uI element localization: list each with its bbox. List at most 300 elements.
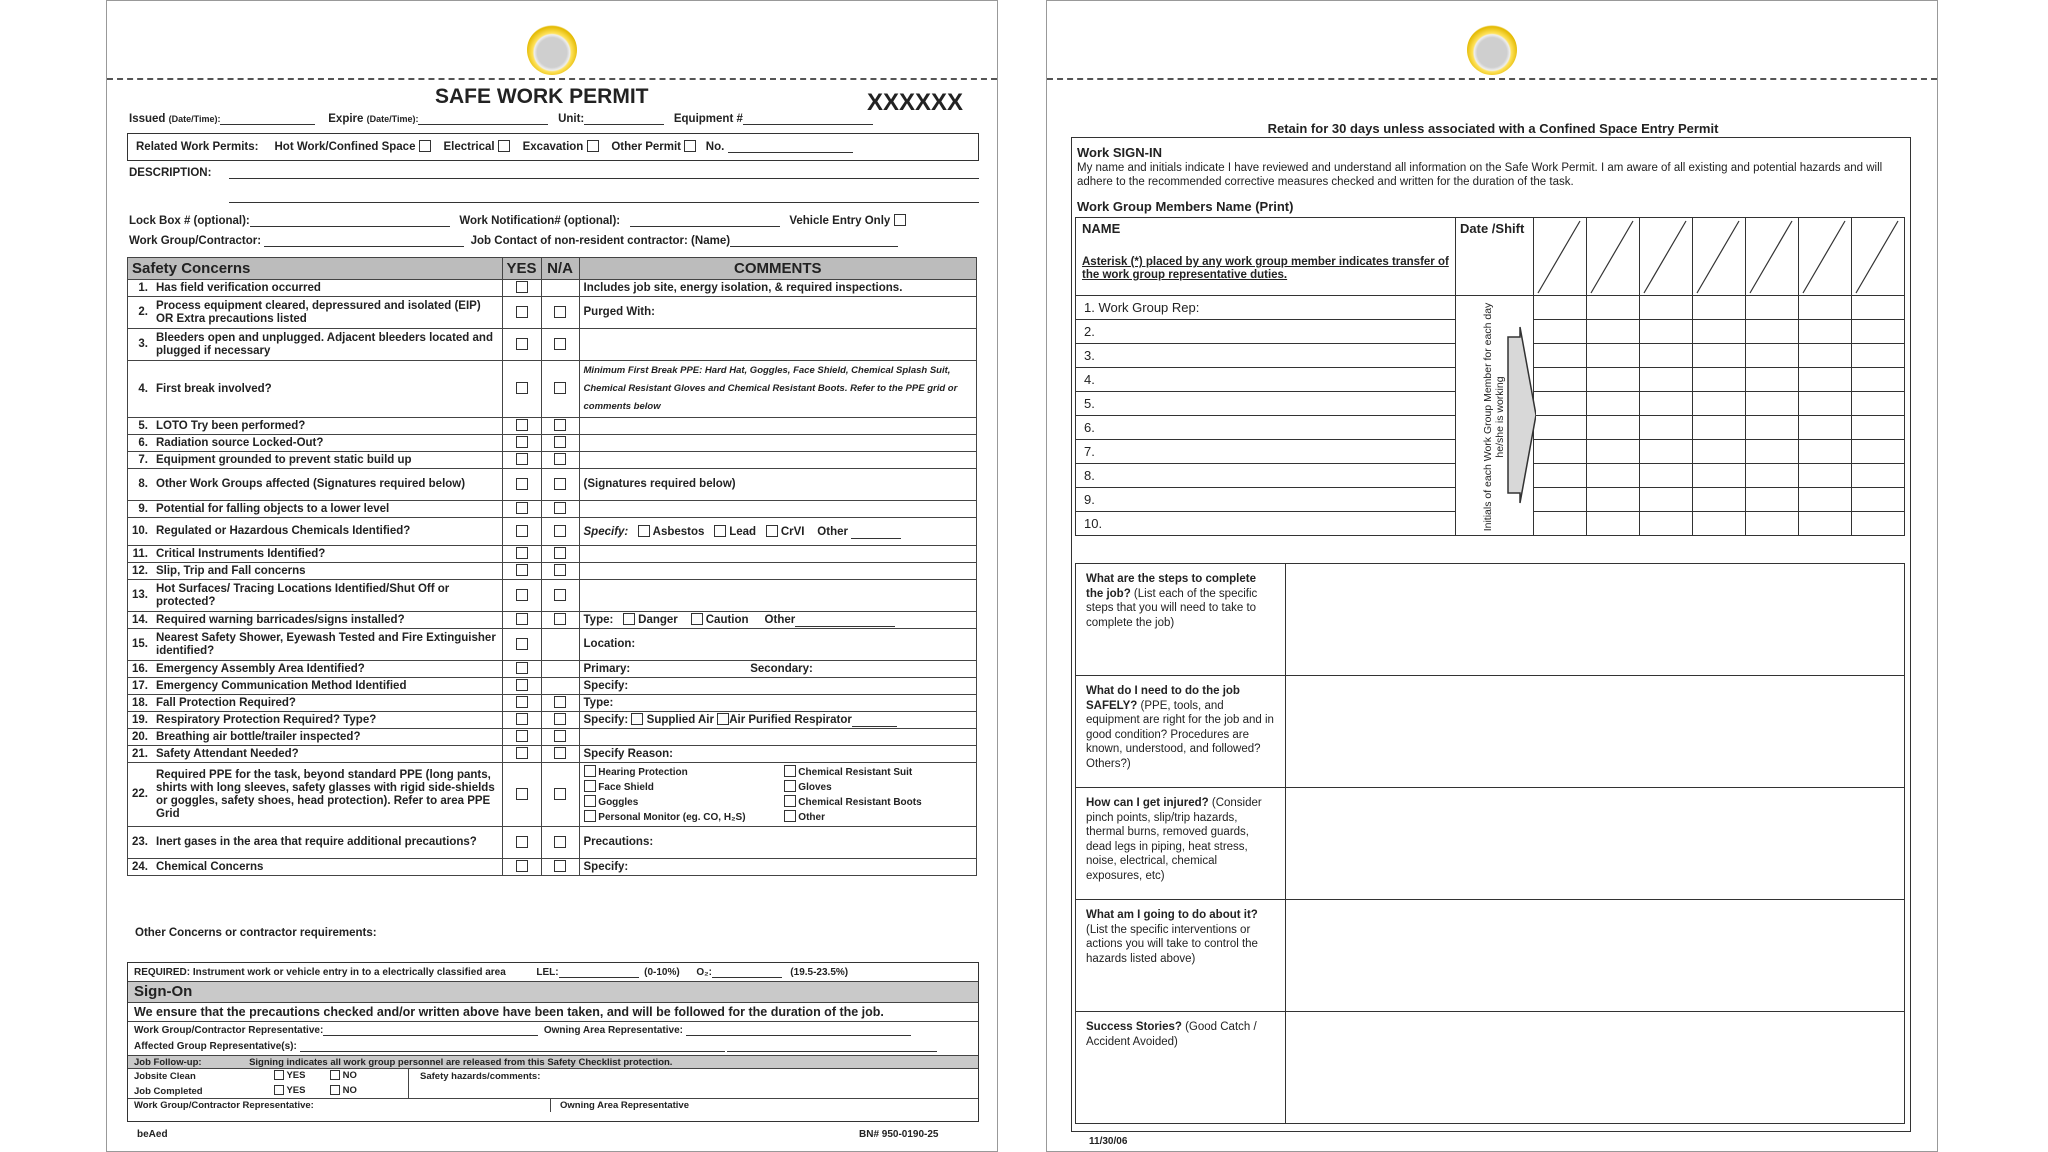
- comment-cell: Type:: [579, 695, 976, 712]
- excavation-checkbox[interactable]: [587, 140, 599, 152]
- wg-rep-row: Work Group/Contractor Representative: Owning Area Representative:: [128, 1022, 978, 1039]
- day-col: [1534, 218, 1587, 296]
- initials-cell[interactable]: [1693, 296, 1746, 320]
- initials-cell[interactable]: [1534, 416, 1587, 440]
- answer-cell[interactable]: [1286, 564, 1905, 676]
- row-number: 2.: [128, 297, 153, 329]
- row-number: 6.: [128, 435, 153, 452]
- day-col: [1852, 218, 1905, 296]
- comment-cell: (Signatures required below): [579, 469, 976, 501]
- question-cell: How can I get injured? (Consider pinch points, slip/trip hazards, thermal burns, removed guards, dead legs in piping, heat stress, noise, electrical, chemical exposures, etc): [1076, 788, 1286, 900]
- initials-cell[interactable]: [1746, 368, 1799, 392]
- initials-cell[interactable]: [1746, 320, 1799, 344]
- apr-checkbox[interactable]: [717, 713, 729, 725]
- yes-cell: [502, 452, 541, 469]
- member-name-cell[interactable]: 6.: [1076, 416, 1456, 440]
- perforation-line: [107, 78, 997, 80]
- na-checkbox[interactable]: [554, 564, 566, 576]
- na-checkbox[interactable]: [554, 747, 566, 759]
- safety-concern-row: [128, 297, 977, 329]
- row-number: 18.: [128, 695, 153, 712]
- yes-checkbox[interactable]: [516, 382, 528, 394]
- initials-cell[interactable]: [1799, 440, 1852, 464]
- na-checkbox[interactable]: [554, 338, 566, 350]
- yes-cell: [502, 469, 541, 501]
- row-number: 13.: [128, 580, 153, 612]
- yes-checkbox[interactable]: [516, 788, 528, 800]
- row-number: 21.: [128, 746, 153, 763]
- permit-no-field[interactable]: [728, 152, 853, 153]
- initials-cell[interactable]: [1799, 344, 1852, 368]
- initials-cell[interactable]: [1746, 392, 1799, 416]
- initials-cell[interactable]: [1799, 488, 1852, 512]
- first-break-ppe-note: Minimum First Break PPE: Hard Hat, Goggles, Face Shield, Chemical Splash Suit, Chemical Resistant Gloves and Chemical Resistant Boots. Refer to the PPE grid or comments below: [583, 365, 958, 412]
- initials-cell[interactable]: [1534, 320, 1587, 344]
- initials-cell[interactable]: [1799, 392, 1852, 416]
- row-number: 3.: [128, 329, 153, 361]
- yes-cell: [502, 297, 541, 329]
- yes-cell: [502, 712, 541, 729]
- na-cell: [541, 563, 579, 580]
- answer-cell[interactable]: [1286, 788, 1905, 900]
- yes-checkbox[interactable]: [516, 836, 528, 848]
- caution-checkbox[interactable]: [691, 613, 703, 625]
- row-number: 15.: [128, 629, 153, 661]
- initials-cell[interactable]: [1852, 512, 1905, 536]
- concern-text: Respiratory Protection Required? Type?: [152, 712, 502, 729]
- answer-cell[interactable]: [1286, 676, 1905, 788]
- comment-cell: Hearing Protection Face Shield Goggles Personal Monitor (eg. CO, H₂S) Chemical Resistant Suit Gloves Chemical Resistant Boots Other: [579, 763, 976, 827]
- member-name-cell[interactable]: 3.: [1076, 344, 1456, 368]
- na-cell: [541, 827, 579, 859]
- yes-checkbox[interactable]: [516, 747, 528, 759]
- yes-checkbox[interactable]: [516, 696, 528, 708]
- comment-cell: [579, 563, 976, 580]
- comment-cell: [579, 418, 976, 435]
- initials-cell[interactable]: [1693, 440, 1746, 464]
- concern-text: Nearest Safety Shower, Eyewash Tested and Fire Extinguisher identified?: [152, 629, 502, 661]
- safe-work-permit-back: [1046, 0, 1938, 1152]
- initials-cell[interactable]: [1534, 464, 1587, 488]
- safety-concern-row: [128, 629, 977, 661]
- initials-cell[interactable]: [1852, 416, 1905, 440]
- expire-field[interactable]: [418, 124, 548, 125]
- na-cell: [541, 763, 579, 827]
- ppe-right-checkbox[interactable]: [784, 765, 796, 777]
- initials-cell[interactable]: [1693, 464, 1746, 488]
- initials-cell[interactable]: [1746, 440, 1799, 464]
- ppe-right-checkbox[interactable]: [784, 780, 796, 792]
- initials-cell[interactable]: [1587, 344, 1640, 368]
- yes-cell: [502, 612, 541, 629]
- initials-cell[interactable]: [1534, 440, 1587, 464]
- yes-checkbox[interactable]: [516, 502, 528, 514]
- na-checkbox[interactable]: [554, 836, 566, 848]
- initials-cell[interactable]: [1587, 464, 1640, 488]
- row-number: 23.: [128, 827, 153, 859]
- yes-checkbox[interactable]: [516, 338, 528, 350]
- initials-cell[interactable]: [1640, 440, 1693, 464]
- comment-cell: Specify:: [579, 859, 976, 876]
- initials-cell[interactable]: [1852, 344, 1905, 368]
- yes-cell: [502, 518, 541, 546]
- comment-cell: [579, 435, 976, 452]
- na-cell: [541, 280, 579, 297]
- yes-checkbox[interactable]: [516, 453, 528, 465]
- initials-cell[interactable]: [1640, 368, 1693, 392]
- workgroup-row: Work Group/Contractor: Job Contact of non-resident contractor: (Name): [129, 235, 898, 247]
- col-yes: YES: [502, 258, 541, 280]
- yes-checkbox[interactable]: [516, 547, 528, 559]
- question-cell: What am I going to do about it? (List the specific interventions or actions you will take to control the hazards listed above): [1076, 900, 1286, 1012]
- ppe-left-checkbox[interactable]: [584, 780, 596, 792]
- concern-text: Has field verification occurred: [152, 280, 502, 297]
- jobsite-yes-checkbox[interactable]: [274, 1070, 284, 1080]
- yes-cell: [502, 729, 541, 746]
- na-cell: [541, 452, 579, 469]
- safety-concern-row: [128, 452, 977, 469]
- initials-cell[interactable]: [1746, 464, 1799, 488]
- na-checkbox[interactable]: [554, 502, 566, 514]
- asterisk-note: Asterisk (*) placed by any work group member indicates transfer of the work group representative duties.: [1082, 256, 1449, 281]
- comment-cell: [579, 546, 976, 563]
- na-cell: [541, 297, 579, 329]
- concern-text: Critical Instruments Identified?: [152, 546, 502, 563]
- na-cell: [541, 729, 579, 746]
- other-concerns-label: Other Concerns or contractor requirements:: [135, 927, 377, 939]
- na-cell: [541, 501, 579, 518]
- yes-checkbox[interactable]: [516, 679, 528, 691]
- related-permits-box: Related Work Permits: Hot Work/Confined Space Electrical Excavation Other Permit No.: [127, 133, 979, 161]
- yes-checkbox[interactable]: [516, 478, 528, 490]
- electrical-checkbox[interactable]: [498, 140, 510, 152]
- member-name-cell[interactable]: 7.: [1076, 440, 1456, 464]
- yes-cell: [502, 418, 541, 435]
- comment-cell: Location:: [579, 629, 976, 661]
- comment-cell: Precautions:: [579, 827, 976, 859]
- comment-cell: [579, 580, 976, 612]
- na-checkbox[interactable]: [554, 436, 566, 448]
- col-comments: COMMENTS: [579, 258, 976, 280]
- row-number: 9.: [128, 501, 153, 518]
- member-name-cell[interactable]: 8.: [1076, 464, 1456, 488]
- safety-concern-row: [128, 712, 977, 729]
- na-cell: [541, 661, 579, 678]
- day-col: [1587, 218, 1640, 296]
- yes-cell: [502, 695, 541, 712]
- na-checkbox[interactable]: [554, 589, 566, 601]
- na-checkbox[interactable]: [554, 306, 566, 318]
- question-cell: What are the steps to complete the job? (List each of the specific steps that you will need to take to complete the job): [1076, 564, 1286, 676]
- row-number: 7.: [128, 452, 153, 469]
- na-cell: [541, 580, 579, 612]
- safety-concern-row: [128, 859, 977, 876]
- vehicle-entry-checkbox[interactable]: [894, 214, 906, 226]
- initials-cell[interactable]: [1587, 488, 1640, 512]
- unit-field[interactable]: [584, 124, 664, 125]
- initials-cell[interactable]: [1746, 416, 1799, 440]
- initials-cell[interactable]: [1746, 512, 1799, 536]
- initials-cell[interactable]: [1799, 368, 1852, 392]
- job-question-row: [1076, 788, 1905, 900]
- initials-cell[interactable]: [1693, 368, 1746, 392]
- jobsite-no-checkbox[interactable]: [330, 1070, 340, 1080]
- row-number: 22.: [128, 763, 153, 827]
- initials-cell[interactable]: [1587, 416, 1640, 440]
- na-checkbox[interactable]: [554, 453, 566, 465]
- yes-cell: [502, 827, 541, 859]
- na-checkbox[interactable]: [554, 525, 566, 537]
- member-name-cell[interactable]: 5.: [1076, 392, 1456, 416]
- initials-cell[interactable]: [1587, 392, 1640, 416]
- initials-cell[interactable]: [1799, 464, 1852, 488]
- description-field-2[interactable]: [229, 191, 979, 203]
- initials-cell[interactable]: [1640, 344, 1693, 368]
- supplied-air-checkbox[interactable]: [631, 713, 643, 725]
- hot-work-checkbox[interactable]: [419, 140, 431, 152]
- yes-checkbox[interactable]: [516, 564, 528, 576]
- initials-cell[interactable]: [1852, 320, 1905, 344]
- lead-checkbox[interactable]: [714, 525, 726, 537]
- concern-text: Emergency Communication Method Identified: [152, 678, 502, 695]
- ppe-right-checkbox[interactable]: [784, 810, 796, 822]
- initials-cell[interactable]: [1852, 392, 1905, 416]
- initials-cell[interactable]: [1534, 368, 1587, 392]
- initials-cell[interactable]: [1640, 392, 1693, 416]
- safety-concern-row: [128, 678, 977, 695]
- yes-cell: [502, 661, 541, 678]
- initials-cell[interactable]: [1587, 440, 1640, 464]
- na-checkbox[interactable]: [554, 788, 566, 800]
- initials-cell[interactable]: [1534, 296, 1587, 320]
- initials-cell[interactable]: [1693, 416, 1746, 440]
- yes-cell: [502, 580, 541, 612]
- row-number: 24.: [128, 859, 153, 876]
- initials-cell[interactable]: [1746, 296, 1799, 320]
- day-col: [1799, 218, 1852, 296]
- initials-cell[interactable]: [1534, 344, 1587, 368]
- initials-cell[interactable]: [1534, 488, 1587, 512]
- na-checkbox[interactable]: [554, 613, 566, 625]
- day-col: [1746, 218, 1799, 296]
- completed-no-checkbox[interactable]: [330, 1085, 340, 1095]
- safety-concern-row: [128, 518, 977, 546]
- na-cell: [541, 746, 579, 763]
- row-number: 5.: [128, 418, 153, 435]
- safety-concerns-table: [127, 257, 977, 876]
- na-checkbox[interactable]: [554, 730, 566, 742]
- comment-cell: [579, 329, 976, 361]
- other-permit-checkbox[interactable]: [684, 140, 696, 152]
- safety-concern-row: [128, 418, 977, 435]
- initials-cell[interactable]: [1640, 296, 1693, 320]
- concern-text: Safety Attendant Needed?: [152, 746, 502, 763]
- yes-checkbox[interactable]: [516, 730, 528, 742]
- na-checkbox[interactable]: [554, 860, 566, 872]
- initials-cell[interactable]: [1693, 320, 1746, 344]
- yes-checkbox[interactable]: [516, 306, 528, 318]
- concern-text: Regulated or Hazardous Chemicals Identified?: [152, 518, 502, 546]
- comment-cell: Purged With:: [579, 297, 976, 329]
- equipment-field[interactable]: [743, 124, 873, 125]
- perforation-line: [1047, 78, 1937, 80]
- day-col: [1640, 218, 1693, 296]
- yes-checkbox[interactable]: [516, 713, 528, 725]
- yes-checkbox[interactable]: [516, 281, 528, 293]
- answer-cell[interactable]: [1286, 1012, 1905, 1124]
- issued-row: Issued (Date/Time): Expire (Date/Time): Unit: Equipment #: [129, 113, 989, 125]
- yes-checkbox[interactable]: [516, 436, 528, 448]
- job-question-row: [1076, 1012, 1905, 1124]
- initials-cell[interactable]: [1852, 368, 1905, 392]
- initials-cell[interactable]: [1587, 320, 1640, 344]
- initials-cell[interactable]: [1587, 296, 1640, 320]
- initials-cell[interactable]: [1799, 512, 1852, 536]
- concern-text: Fall Protection Required?: [152, 695, 502, 712]
- description-field[interactable]: [229, 167, 979, 179]
- safety-concern-row: [128, 763, 977, 827]
- initials-cell[interactable]: [1640, 512, 1693, 536]
- yes-checkbox[interactable]: [516, 662, 528, 674]
- initials-cell[interactable]: [1640, 488, 1693, 512]
- row-number: 17.: [128, 678, 153, 695]
- initials-cell[interactable]: [1693, 344, 1746, 368]
- ppe-left-checkbox[interactable]: [584, 765, 596, 777]
- retain-notice: Retain for 30 days unless associated with a Confined Space Entry Permit: [1267, 121, 1719, 136]
- answer-cell[interactable]: [1286, 900, 1905, 1012]
- date-shift-header: Date /Shift: [1456, 218, 1534, 296]
- na-checkbox[interactable]: [554, 713, 566, 725]
- comment-cell: Specify Reason:: [579, 746, 976, 763]
- issued-field[interactable]: [220, 124, 315, 125]
- initials-cell[interactable]: [1693, 512, 1746, 536]
- member-name-cell[interactable]: 4.: [1076, 368, 1456, 392]
- concern-text: LOTO Try been performed?: [152, 418, 502, 435]
- members-label: Work Group Members Name (Print): [1077, 199, 1294, 214]
- concern-text: Potential for falling objects to a lower level: [152, 501, 502, 518]
- na-cell: [541, 418, 579, 435]
- member-name-cell[interactable]: 2.: [1076, 320, 1456, 344]
- row-number: 4.: [128, 361, 153, 418]
- followup-row: Job Follow-up: Signing indicates all work group personnel are released from this Safety Checklist protection.: [128, 1055, 978, 1068]
- ppe-left-checkbox[interactable]: [584, 810, 596, 822]
- safety-concern-row: [128, 361, 977, 418]
- followup-checks: Jobsite Clean Job Completed YES NO YES NO Safety hazards/comments:: [128, 1068, 978, 1098]
- ppe-right-checkbox[interactable]: [784, 795, 796, 807]
- na-checkbox[interactable]: [554, 419, 566, 431]
- na-checkbox[interactable]: [554, 478, 566, 490]
- ppe-left-checkbox[interactable]: [584, 795, 596, 807]
- initials-cell[interactable]: [1693, 392, 1746, 416]
- danger-checkbox[interactable]: [623, 613, 635, 625]
- footer-brand: beAed: [137, 1129, 168, 1140]
- asbestos-checkbox[interactable]: [638, 525, 650, 537]
- footer-form-number: BN# 950-0190-25: [859, 1129, 939, 1140]
- na-cell: [541, 612, 579, 629]
- initials-cell[interactable]: [1852, 464, 1905, 488]
- yes-cell: [502, 678, 541, 695]
- na-checkbox[interactable]: [554, 547, 566, 559]
- na-checkbox[interactable]: [554, 696, 566, 708]
- initials-cell[interactable]: [1534, 392, 1587, 416]
- safety-concern-row: [128, 580, 977, 612]
- initials-cell[interactable]: [1799, 416, 1852, 440]
- comment-cell: Specify: Asbestos Lead CrVI Other: [579, 518, 976, 546]
- initials-cell[interactable]: [1693, 488, 1746, 512]
- na-cell: [541, 712, 579, 729]
- na-cell: [541, 435, 579, 452]
- comment-cell: Includes job site, energy isolation, & required inspections.: [579, 280, 976, 297]
- yes-checkbox[interactable]: [516, 589, 528, 601]
- yes-cell: [502, 746, 541, 763]
- affected-row: Affected Group Representative(s):: [128, 1039, 978, 1055]
- safety-concern-row: [128, 661, 977, 678]
- initials-cell[interactable]: [1799, 296, 1852, 320]
- member-name-cell[interactable]: 1. Work Group Rep:: [1076, 296, 1456, 320]
- na-cell: [541, 469, 579, 501]
- initials-cell[interactable]: [1852, 296, 1905, 320]
- safety-concern-row: [128, 469, 977, 501]
- concern-text: Other Work Groups affected (Signatures required below): [152, 469, 502, 501]
- initials-cell[interactable]: [1746, 344, 1799, 368]
- member-name-cell[interactable]: 9.: [1076, 488, 1456, 512]
- initials-cell[interactable]: [1799, 320, 1852, 344]
- na-cell: [541, 546, 579, 563]
- signin-title: Work SIGN-IN: [1077, 145, 1162, 160]
- concern-text: Required PPE for the task, beyond standard PPE (long pants, shirts with long sleeves, safety glasses with rigid side-shields or goggles, safety shoes, head protection). Refer to area PPE Grid: [152, 763, 502, 827]
- yes-checkbox[interactable]: [516, 419, 528, 431]
- yes-cell: [502, 546, 541, 563]
- comment-cell: Specify:: [579, 678, 976, 695]
- initials-cell[interactable]: [1587, 512, 1640, 536]
- na-checkbox[interactable]: [554, 382, 566, 394]
- initials-cell[interactable]: [1852, 488, 1905, 512]
- na-cell: [541, 678, 579, 695]
- initials-cell[interactable]: [1640, 464, 1693, 488]
- concern-text: Bleeders open and unplugged. Adjacent bleeders located and plugged if necessary: [152, 329, 502, 361]
- safety-concern-row: [128, 746, 977, 763]
- initials-cell[interactable]: [1746, 488, 1799, 512]
- signin-statement: My name and initials indicate I have reviewed and understand all information on the Safe Work Permit. I am aware of all existing and potential hazards and will adhere to the recommended corrective measures checked and written for the duration of the task.: [1077, 162, 1883, 188]
- initials-cell[interactable]: [1640, 416, 1693, 440]
- yes-checkbox[interactable]: [516, 613, 528, 625]
- member-name-cell[interactable]: 10.: [1076, 512, 1456, 536]
- concern-text: First break involved?: [152, 361, 502, 418]
- question-cell: Success Stories? (Good Catch / Accident Avoided): [1076, 1012, 1286, 1124]
- yes-checkbox[interactable]: [516, 525, 528, 537]
- concern-text: Slip, Trip and Fall concerns: [152, 563, 502, 580]
- safety-concern-row: [128, 501, 977, 518]
- safety-concern-row: [128, 563, 977, 580]
- yes-cell: [502, 361, 541, 418]
- completed-yes-checkbox[interactable]: [274, 1085, 284, 1095]
- comment-cell: Primary: Secondary:: [579, 661, 976, 678]
- concern-text: Process equipment cleared, depressured and isolated (EIP) OR Extra precautions listed: [152, 297, 502, 329]
- row-number: 20.: [128, 729, 153, 746]
- na-cell: [541, 695, 579, 712]
- revision-date: 11/30/06: [1089, 1136, 1128, 1147]
- row-number: 8.: [128, 469, 153, 501]
- crvi-checkbox[interactable]: [766, 525, 778, 537]
- safety-concern-row: [128, 280, 977, 297]
- yes-checkbox[interactable]: [516, 638, 528, 650]
- initials-cell[interactable]: [1534, 512, 1587, 536]
- yes-cell: [502, 563, 541, 580]
- initials-cell[interactable]: [1852, 440, 1905, 464]
- initials-cell[interactable]: [1587, 368, 1640, 392]
- initials-cell[interactable]: [1640, 320, 1693, 344]
- yes-checkbox[interactable]: [516, 860, 528, 872]
